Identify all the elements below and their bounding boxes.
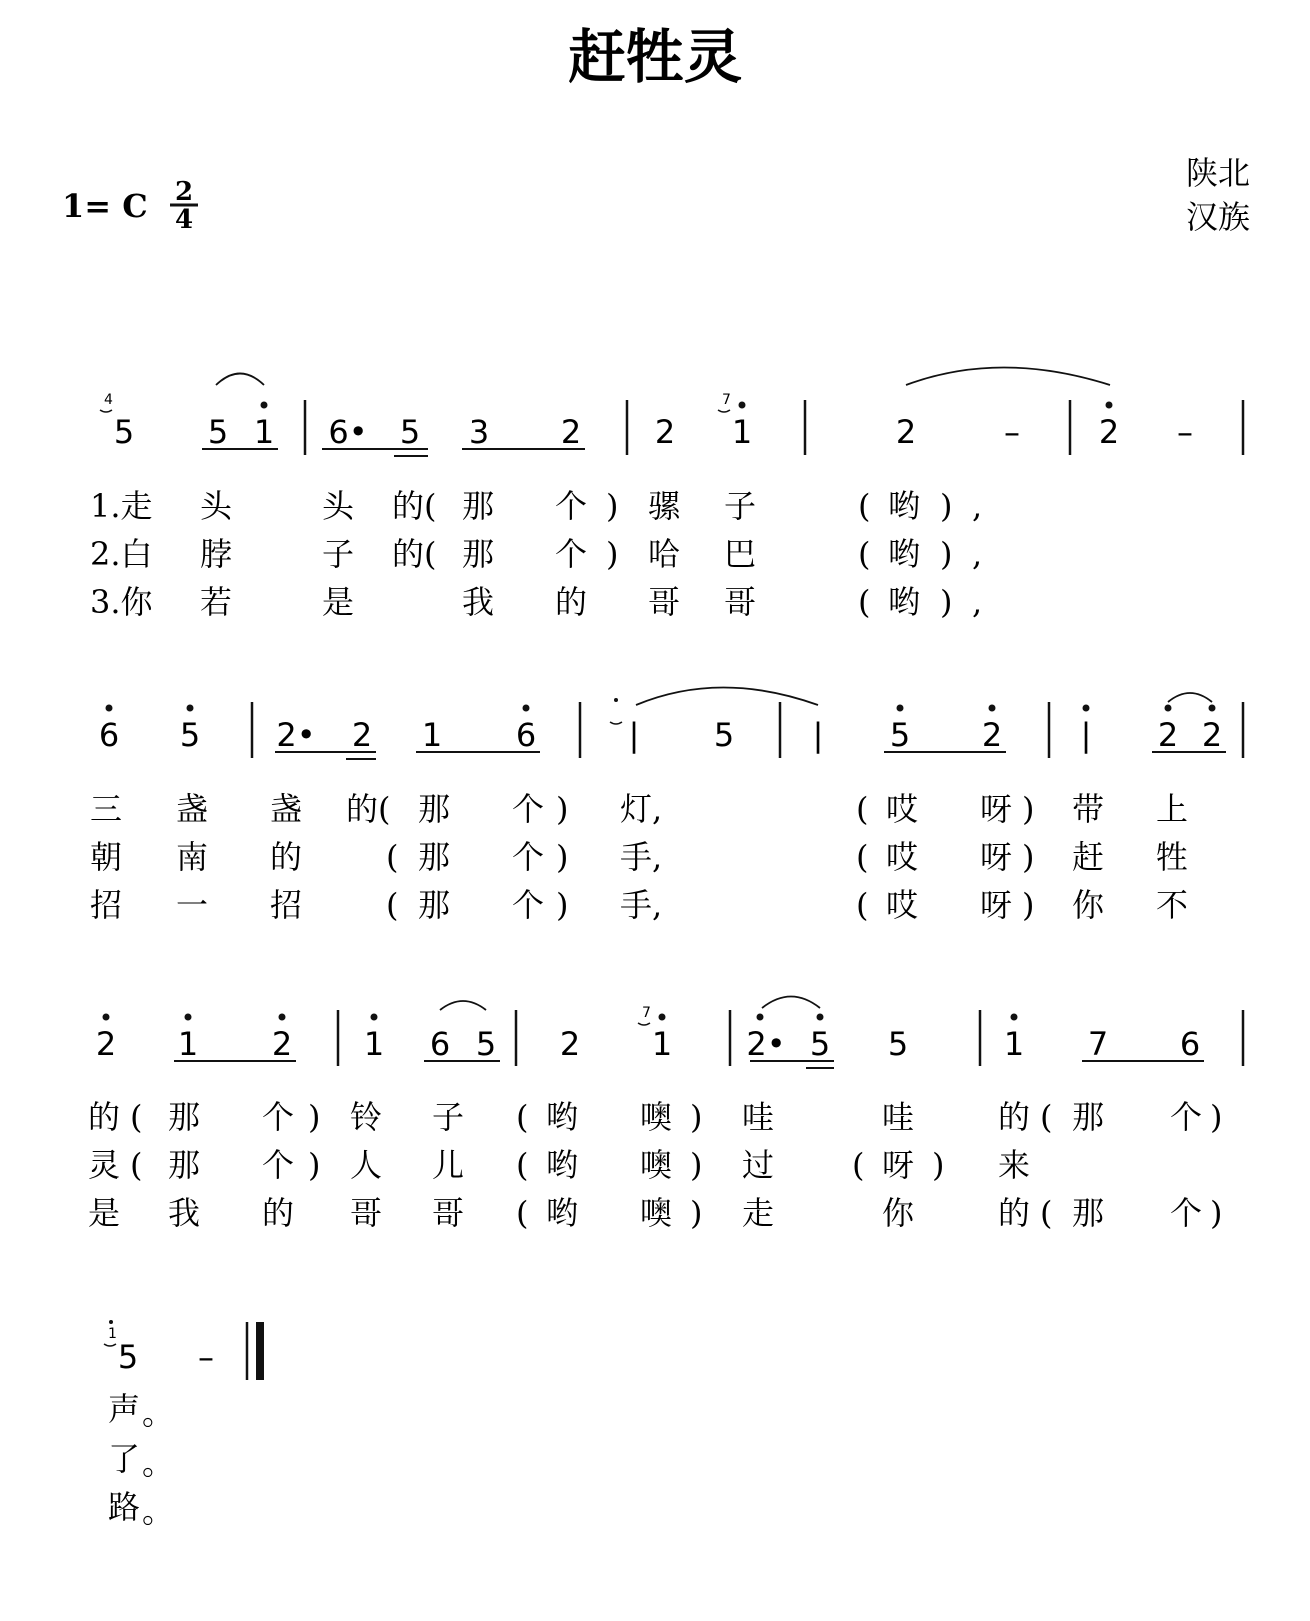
note: 2	[895, 413, 917, 451]
lyric: 南	[176, 838, 209, 876]
lyric: 哎	[886, 790, 919, 828]
lyric: 招	[90, 886, 123, 924]
lyric: 手,	[620, 886, 663, 924]
lyric: 噢	[640, 1146, 673, 1184]
high-octave-dot	[1106, 402, 1113, 409]
lyric: 赶	[1072, 838, 1105, 876]
tie	[906, 368, 1110, 386]
lyric: 三	[90, 790, 123, 828]
lyric: 哥	[350, 1194, 383, 1232]
lyric: (	[1040, 1098, 1053, 1136]
lyric: 过	[742, 1146, 775, 1184]
note: |	[628, 716, 640, 754]
lyric: )	[690, 1194, 703, 1232]
note: 5	[889, 716, 911, 754]
lyric: 的	[998, 1194, 1031, 1232]
lyric: )	[940, 487, 953, 525]
lyric: 你	[882, 1194, 915, 1232]
lyric: 哟	[888, 535, 921, 573]
lyrics-line-3	[88, 1194, 1222, 1232]
note: 5	[113, 413, 135, 451]
lyric: 哟	[546, 1146, 579, 1184]
note: 5	[399, 413, 421, 451]
lyric: 走	[742, 1194, 775, 1232]
lyric: 那	[462, 535, 495, 573]
lyric: (	[386, 886, 399, 924]
lyric: 巴	[724, 535, 757, 573]
lyric: 朝	[90, 838, 123, 876]
lyric: 哎	[886, 838, 919, 876]
lyric: 我	[462, 583, 495, 621]
lyric: 哟	[888, 583, 921, 621]
note: 2	[559, 1025, 581, 1063]
slur	[216, 374, 264, 386]
lyric: 头	[200, 487, 233, 525]
high-octave-dot	[614, 698, 618, 702]
lyric: 噢	[640, 1194, 673, 1232]
lyric: 牲	[1156, 838, 1189, 876]
note: |	[812, 716, 824, 754]
high-octave-dot	[261, 402, 268, 409]
high-octave-dot	[279, 1014, 286, 1021]
lyric: 哎	[886, 886, 919, 924]
lyric: 是	[88, 1194, 121, 1232]
lyric: 哟	[546, 1098, 579, 1136]
lyric: 铃	[350, 1098, 383, 1136]
lyric: (	[386, 838, 399, 876]
lyrics-line-3	[90, 886, 1188, 924]
lyric: )	[606, 487, 619, 525]
lyric: 的	[555, 583, 588, 621]
lyric: (	[130, 1098, 143, 1136]
high-octave-dot	[1209, 705, 1216, 712]
lyric: 盏	[270, 790, 303, 828]
lyric: (	[858, 535, 871, 573]
lyric: ,	[972, 487, 983, 525]
note: 5	[475, 1025, 497, 1063]
lyric: 灯,	[620, 790, 663, 828]
high-octave-dot	[739, 402, 746, 409]
note: 7	[1087, 1025, 1109, 1063]
lyric: 哇	[742, 1098, 775, 1136]
note: 1	[363, 1025, 385, 1063]
lyric: )	[1022, 838, 1035, 876]
lyric: 人	[350, 1146, 383, 1184]
high-octave-dot	[371, 1014, 378, 1021]
note: |	[1080, 716, 1092, 754]
lyric: )	[690, 1098, 703, 1136]
high-octave-dot	[523, 705, 530, 712]
lyric: 2.白	[90, 535, 153, 573]
lyric: 哥	[648, 583, 681, 621]
lyric: 上	[1156, 790, 1189, 828]
lyric: 带	[1072, 790, 1105, 828]
lyrics-line-2	[90, 838, 1188, 876]
lyric: (	[516, 1194, 529, 1232]
note: 2•	[276, 716, 316, 754]
lyric: 个	[262, 1146, 295, 1184]
lyric: 哟	[888, 487, 921, 525]
lyric: (	[852, 1146, 865, 1184]
high-octave-dot	[1165, 705, 1172, 712]
lyric: 呀	[980, 790, 1013, 828]
lyric: 子	[724, 487, 757, 525]
system-1	[90, 368, 1243, 622]
note: 5	[809, 1025, 831, 1063]
slur	[440, 1001, 486, 1010]
lyric: )	[940, 583, 953, 621]
high-octave-dot	[659, 1014, 666, 1021]
lyric: 个	[262, 1098, 295, 1136]
lyric: 。	[142, 1444, 175, 1482]
dash: –	[198, 1338, 214, 1376]
lyrics-line-2	[88, 1146, 1030, 1184]
lyric: 那	[418, 838, 451, 876]
lyric: 的	[998, 1098, 1031, 1136]
lyric: 呀	[882, 1146, 915, 1184]
lyric: )	[1210, 1098, 1223, 1136]
system-3	[88, 997, 1243, 1233]
lyric: 1.走	[90, 487, 153, 525]
lyrics-line-1	[90, 487, 982, 525]
lyric: 那	[418, 790, 451, 828]
lyric: 的	[270, 838, 303, 876]
lyric: 那	[462, 487, 495, 525]
system-4	[104, 1320, 260, 1530]
high-octave-dot	[1011, 1014, 1018, 1021]
lyric: 那	[1072, 1194, 1105, 1232]
lyric: 声	[108, 1390, 141, 1428]
system-2	[90, 688, 1243, 925]
lyric: 不	[1156, 886, 1189, 924]
lyric: 个	[512, 838, 545, 876]
lyric: 头	[322, 487, 355, 525]
note: 1	[177, 1025, 199, 1063]
note: 2	[351, 716, 373, 754]
origin-ethnicity: 汉族	[1185, 198, 1250, 236]
note: 5	[887, 1025, 909, 1063]
key-signature: 1= C	[62, 187, 148, 225]
lyric: 的(	[346, 790, 391, 828]
tie	[636, 688, 818, 706]
note: 5	[207, 413, 229, 451]
lyric: 那	[168, 1146, 201, 1184]
lyric: 那	[168, 1098, 201, 1136]
high-octave-dot	[187, 705, 194, 712]
lyric: )	[1022, 886, 1035, 924]
lyric: 的(	[392, 535, 437, 573]
lyric: 招	[270, 886, 303, 924]
lyric: (	[858, 487, 871, 525]
time-signature-top: 2	[174, 177, 194, 207]
note: 1	[1003, 1025, 1025, 1063]
lyric: 哟	[546, 1194, 579, 1232]
lyric: (	[856, 886, 869, 924]
note: 2	[1157, 716, 1179, 754]
lyric: 的(	[392, 487, 437, 525]
note: 1	[421, 716, 443, 754]
lyric: (	[516, 1098, 529, 1136]
slur	[762, 997, 820, 1009]
song-title: 赶牲灵	[567, 23, 743, 91]
note: 2•	[746, 1025, 786, 1063]
lyric: 那	[1072, 1098, 1105, 1136]
lyric: 呀	[980, 838, 1013, 876]
lyrics-line-3	[90, 583, 982, 621]
high-octave-dot	[109, 1320, 113, 1324]
high-octave-dot	[106, 705, 113, 712]
lyric: 个	[512, 886, 545, 924]
lyric: (	[130, 1146, 143, 1184]
high-octave-dot	[185, 1014, 192, 1021]
high-octave-dot	[757, 1014, 764, 1021]
lyric: ,	[972, 583, 983, 621]
lyric: )	[308, 1146, 321, 1184]
dash: –	[1004, 413, 1020, 451]
note: 5	[117, 1338, 139, 1376]
lyric: 噢	[640, 1098, 673, 1136]
lyric: 哈	[648, 535, 681, 573]
grace-note: 1	[108, 1326, 117, 1342]
note: 5	[179, 716, 201, 754]
lyric: 一	[176, 886, 209, 924]
lyric: )	[556, 886, 569, 924]
lyric: 哥	[432, 1194, 465, 1232]
lyric: )	[556, 790, 569, 828]
lyric: 是	[322, 583, 355, 621]
lyric: 了	[108, 1440, 141, 1478]
ending-lyrics	[108, 1390, 174, 1530]
high-octave-dot	[897, 705, 904, 712]
lyric: 灵	[88, 1146, 121, 1184]
lyric: 个	[512, 790, 545, 828]
lyric: 的	[88, 1098, 121, 1136]
note: 2	[654, 413, 676, 451]
grace-stroke	[718, 410, 730, 412]
grace-note: 7	[642, 1005, 651, 1021]
lyric: 我	[168, 1194, 201, 1232]
lyrics-line-1	[88, 1098, 1222, 1136]
note: 6	[1179, 1025, 1201, 1063]
note: 6•	[328, 413, 368, 451]
lyrics-line-1	[90, 790, 1188, 828]
note: 2	[95, 1025, 117, 1063]
lyric: 个	[555, 535, 588, 573]
grace-note: 4	[104, 392, 113, 408]
note: 2	[560, 413, 582, 451]
lyric: 那	[418, 886, 451, 924]
lyric: )	[308, 1098, 321, 1136]
lyric: 脖	[200, 535, 233, 573]
lyric: (	[858, 583, 871, 621]
note: 6	[429, 1025, 451, 1063]
lyrics-line-2	[90, 535, 982, 573]
grace-stroke	[610, 722, 622, 724]
lyric: 路	[108, 1488, 141, 1526]
lyric: )	[1210, 1194, 1223, 1232]
note: 2	[1201, 716, 1223, 754]
lyric: 你	[1072, 886, 1105, 924]
note: 1	[253, 413, 275, 451]
lyric: )	[932, 1146, 945, 1184]
lyric: 骡	[648, 487, 681, 525]
note: 6	[515, 716, 537, 754]
high-octave-dot	[1083, 705, 1090, 712]
lyric: 。	[142, 1492, 175, 1530]
lyric: 3.你	[90, 583, 153, 621]
lyric: )	[1022, 790, 1035, 828]
high-octave-dot	[817, 1014, 824, 1021]
grace-stroke	[638, 1023, 650, 1025]
grace-note: 7	[722, 392, 731, 408]
lyric: (	[856, 838, 869, 876]
lyric: )	[940, 535, 953, 573]
high-octave-dot	[989, 705, 996, 712]
time-signature-bottom: 4	[174, 205, 194, 235]
lyric: 个	[555, 487, 588, 525]
note: 2	[981, 716, 1003, 754]
grace-stroke	[104, 1344, 116, 1346]
lyric: 呀	[980, 886, 1013, 924]
lyric: 哥	[724, 583, 757, 621]
lyric: 来	[998, 1146, 1031, 1184]
lyric: )	[606, 535, 619, 573]
dash: 5	[713, 716, 735, 754]
note: 2	[271, 1025, 293, 1063]
lyric: 子	[432, 1098, 465, 1136]
lyric: 盏	[176, 790, 209, 828]
lyric: )	[690, 1146, 703, 1184]
dash: –	[1177, 413, 1193, 451]
lyric: 儿	[432, 1146, 465, 1184]
note: 3	[468, 413, 490, 451]
lyric: 子	[322, 535, 355, 573]
grace-stroke	[100, 410, 112, 412]
origin-region: 陕北	[1185, 154, 1250, 192]
note: 1	[731, 413, 753, 451]
lyric: 若	[200, 583, 233, 621]
lyric: 个	[1170, 1098, 1203, 1136]
lyric: (	[516, 1146, 529, 1184]
lyric: 个	[1170, 1194, 1203, 1232]
note: 2	[1098, 413, 1120, 451]
high-octave-dot	[103, 1014, 110, 1021]
lyric: 手,	[620, 838, 663, 876]
lyric: 的	[262, 1194, 295, 1232]
note: 6	[98, 716, 120, 754]
lyric: (	[856, 790, 869, 828]
lyric: (	[1040, 1194, 1053, 1232]
slur	[1168, 693, 1212, 702]
lyric: ,	[972, 535, 983, 573]
lyric: 。	[142, 1394, 175, 1432]
note: 1	[651, 1025, 673, 1063]
lyric: 哇	[882, 1098, 915, 1136]
lyric: )	[556, 838, 569, 876]
